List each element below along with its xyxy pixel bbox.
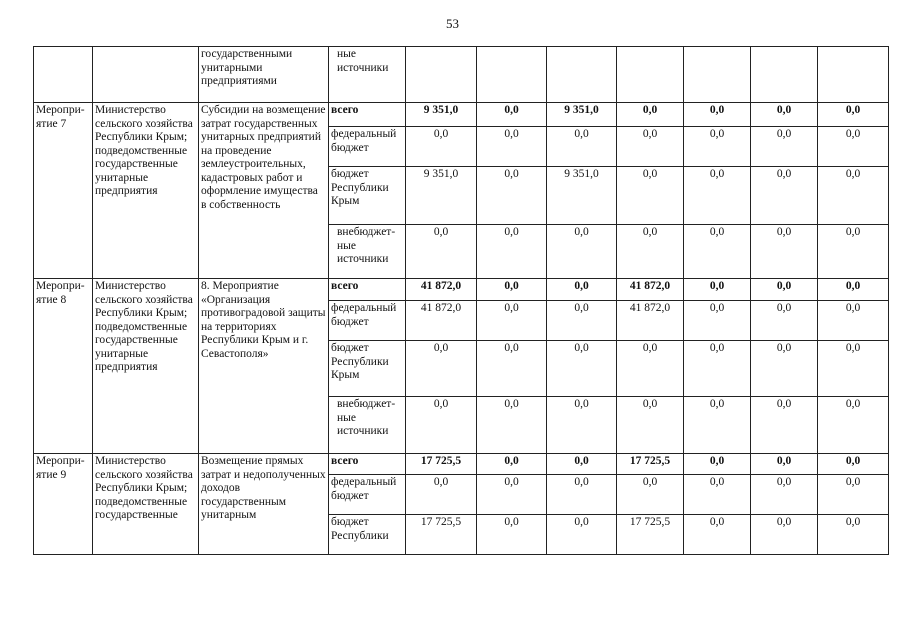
value-cell: 0,0 (406, 475, 477, 515)
value-cell: 0,0 (477, 454, 547, 475)
value-cell: 0,0 (406, 127, 477, 167)
value-cell: 0,0 (617, 225, 684, 279)
value-cell: 41 872,0 (406, 301, 477, 341)
value-cell: 0,0 (547, 127, 617, 167)
total-row (34, 103, 889, 127)
value-cell: 0,0 (547, 341, 617, 397)
value-cell: 0,0 (477, 341, 547, 397)
value-cell: 0,0 (547, 515, 617, 555)
value-cell (617, 47, 684, 103)
source-cell: всего (329, 279, 406, 301)
value-cell: 17 725,5 (617, 515, 684, 555)
name-cell: 8. Мероприятие «Организация противоградовой защиты на территориях Республики Крым и г. Севастополя» (199, 279, 329, 454)
value-cell (751, 47, 818, 103)
value-cell: 17 725,5 (406, 454, 477, 475)
source-cell: внебюджет-ные источники (329, 397, 406, 454)
table-body (34, 47, 889, 555)
value-cell: 41 872,0 (617, 279, 684, 301)
name-cell: Возмещение прямых затрат и недополученных доходов государственным унитарным (199, 454, 329, 555)
value-cell: 0,0 (818, 475, 889, 515)
executor-cell: Министерство сельского хозяйства Республики Крым; подведомственные государственные унитарные предприятия (93, 103, 199, 279)
value-cell: 17 725,5 (406, 515, 477, 555)
value-cell: 0,0 (547, 225, 617, 279)
value-cell: 0,0 (818, 515, 889, 555)
source-cell: федеральный бюджет (329, 127, 406, 167)
value-cell (406, 47, 477, 103)
value-cell: 41 872,0 (617, 301, 684, 341)
value-cell: 0,0 (751, 103, 818, 127)
value-cell: 0,0 (547, 279, 617, 301)
value-cell: 0,0 (547, 301, 617, 341)
value-cell: 0,0 (684, 454, 751, 475)
value-cell: 17 725,5 (617, 454, 684, 475)
source-cell: федеральный бюджет (329, 301, 406, 341)
value-cell: 0,0 (818, 225, 889, 279)
measure-cell: Меропри-ятие 9 (34, 454, 93, 555)
value-cell: 0,0 (477, 225, 547, 279)
value-cell (818, 47, 889, 103)
value-cell: 0,0 (818, 301, 889, 341)
value-cell: 0,0 (406, 341, 477, 397)
value-cell: 0,0 (684, 167, 751, 225)
measure-cell: Меропри-ятие 8 (34, 279, 93, 454)
value-cell: 0,0 (684, 397, 751, 454)
value-cell: 0,0 (684, 279, 751, 301)
value-cell: 0,0 (477, 279, 547, 301)
measure-cell: Меропри-ятие 7 (34, 103, 93, 279)
page-number: 53 (446, 16, 459, 31)
value-cell: 0,0 (751, 167, 818, 225)
source-cell: внебюджет-ные источники (329, 225, 406, 279)
value-cell: 0,0 (684, 475, 751, 515)
source-cell: бюджет Республики Крым (329, 167, 406, 225)
value-cell: 0,0 (406, 225, 477, 279)
value-cell: 0,0 (477, 127, 547, 167)
value-cell: 0,0 (547, 397, 617, 454)
executor-cell (93, 47, 199, 103)
source-cell: всего (329, 454, 406, 475)
value-cell: 0,0 (751, 515, 818, 555)
value-cell: 0,0 (751, 301, 818, 341)
value-cell: 0,0 (751, 341, 818, 397)
value-cell (684, 47, 751, 103)
value-cell: 0,0 (547, 475, 617, 515)
value-cell: 0,0 (818, 454, 889, 475)
total-row (34, 454, 889, 475)
value-cell (547, 47, 617, 103)
source-cell: ные источники (329, 47, 406, 103)
value-cell: 0,0 (477, 475, 547, 515)
value-cell: 9 351,0 (547, 103, 617, 127)
value-cell: 0,0 (477, 103, 547, 127)
value-cell: 0,0 (477, 167, 547, 225)
value-cell: 0,0 (751, 454, 818, 475)
value-cell: 0,0 (818, 103, 889, 127)
value-cell: 0,0 (617, 167, 684, 225)
continuation-row (34, 47, 889, 103)
measure-cell (34, 47, 93, 103)
value-cell: 0,0 (617, 127, 684, 167)
source-cell: бюджет Республики (329, 515, 406, 555)
name-cell: Субсидии на возмещение затрат государственных унитарных предприятий на проведение землеустроительных, кадастровых работ и оформление имущества в собственность (199, 103, 329, 279)
value-cell: 0,0 (617, 397, 684, 454)
value-cell: 0,0 (818, 279, 889, 301)
value-cell: 0,0 (477, 397, 547, 454)
value-cell: 41 872,0 (406, 279, 477, 301)
value-cell: 0,0 (547, 454, 617, 475)
value-cell: 0,0 (684, 515, 751, 555)
value-cell: 0,0 (751, 127, 818, 167)
value-cell: 9 351,0 (406, 103, 477, 127)
value-cell: 9 351,0 (547, 167, 617, 225)
value-cell: 0,0 (684, 103, 751, 127)
value-cell: 0,0 (818, 127, 889, 167)
value-cell: 0,0 (751, 475, 818, 515)
value-cell: 0,0 (406, 397, 477, 454)
value-cell: 0,0 (818, 341, 889, 397)
value-cell: 0,0 (477, 301, 547, 341)
source-cell: федеральный бюджет (329, 475, 406, 515)
value-cell: 0,0 (818, 397, 889, 454)
executor-cell: Министерство сельского хозяйства Республики Крым; подведомственные государственные унитарные предприятия (93, 279, 199, 454)
total-row (34, 279, 889, 301)
value-cell: 0,0 (617, 103, 684, 127)
value-cell: 0,0 (617, 475, 684, 515)
value-cell: 0,0 (477, 515, 547, 555)
budget-table (33, 46, 889, 555)
value-cell: 0,0 (684, 341, 751, 397)
value-cell: 0,0 (751, 225, 818, 279)
value-cell: 0,0 (617, 341, 684, 397)
source-cell: всего (329, 103, 406, 127)
value-cell: 0,0 (684, 127, 751, 167)
value-cell: 0,0 (751, 279, 818, 301)
value-cell (477, 47, 547, 103)
source-cell: бюджет Республики Крым (329, 341, 406, 397)
name-cell: государственными унитарными предприятиями (199, 47, 329, 103)
value-cell: 0,0 (684, 225, 751, 279)
value-cell: 0,0 (818, 167, 889, 225)
executor-cell: Министерство сельского хозяйства Республики Крым; подведомственные государственные (93, 454, 199, 555)
value-cell: 0,0 (751, 397, 818, 454)
value-cell: 9 351,0 (406, 167, 477, 225)
value-cell: 0,0 (684, 301, 751, 341)
